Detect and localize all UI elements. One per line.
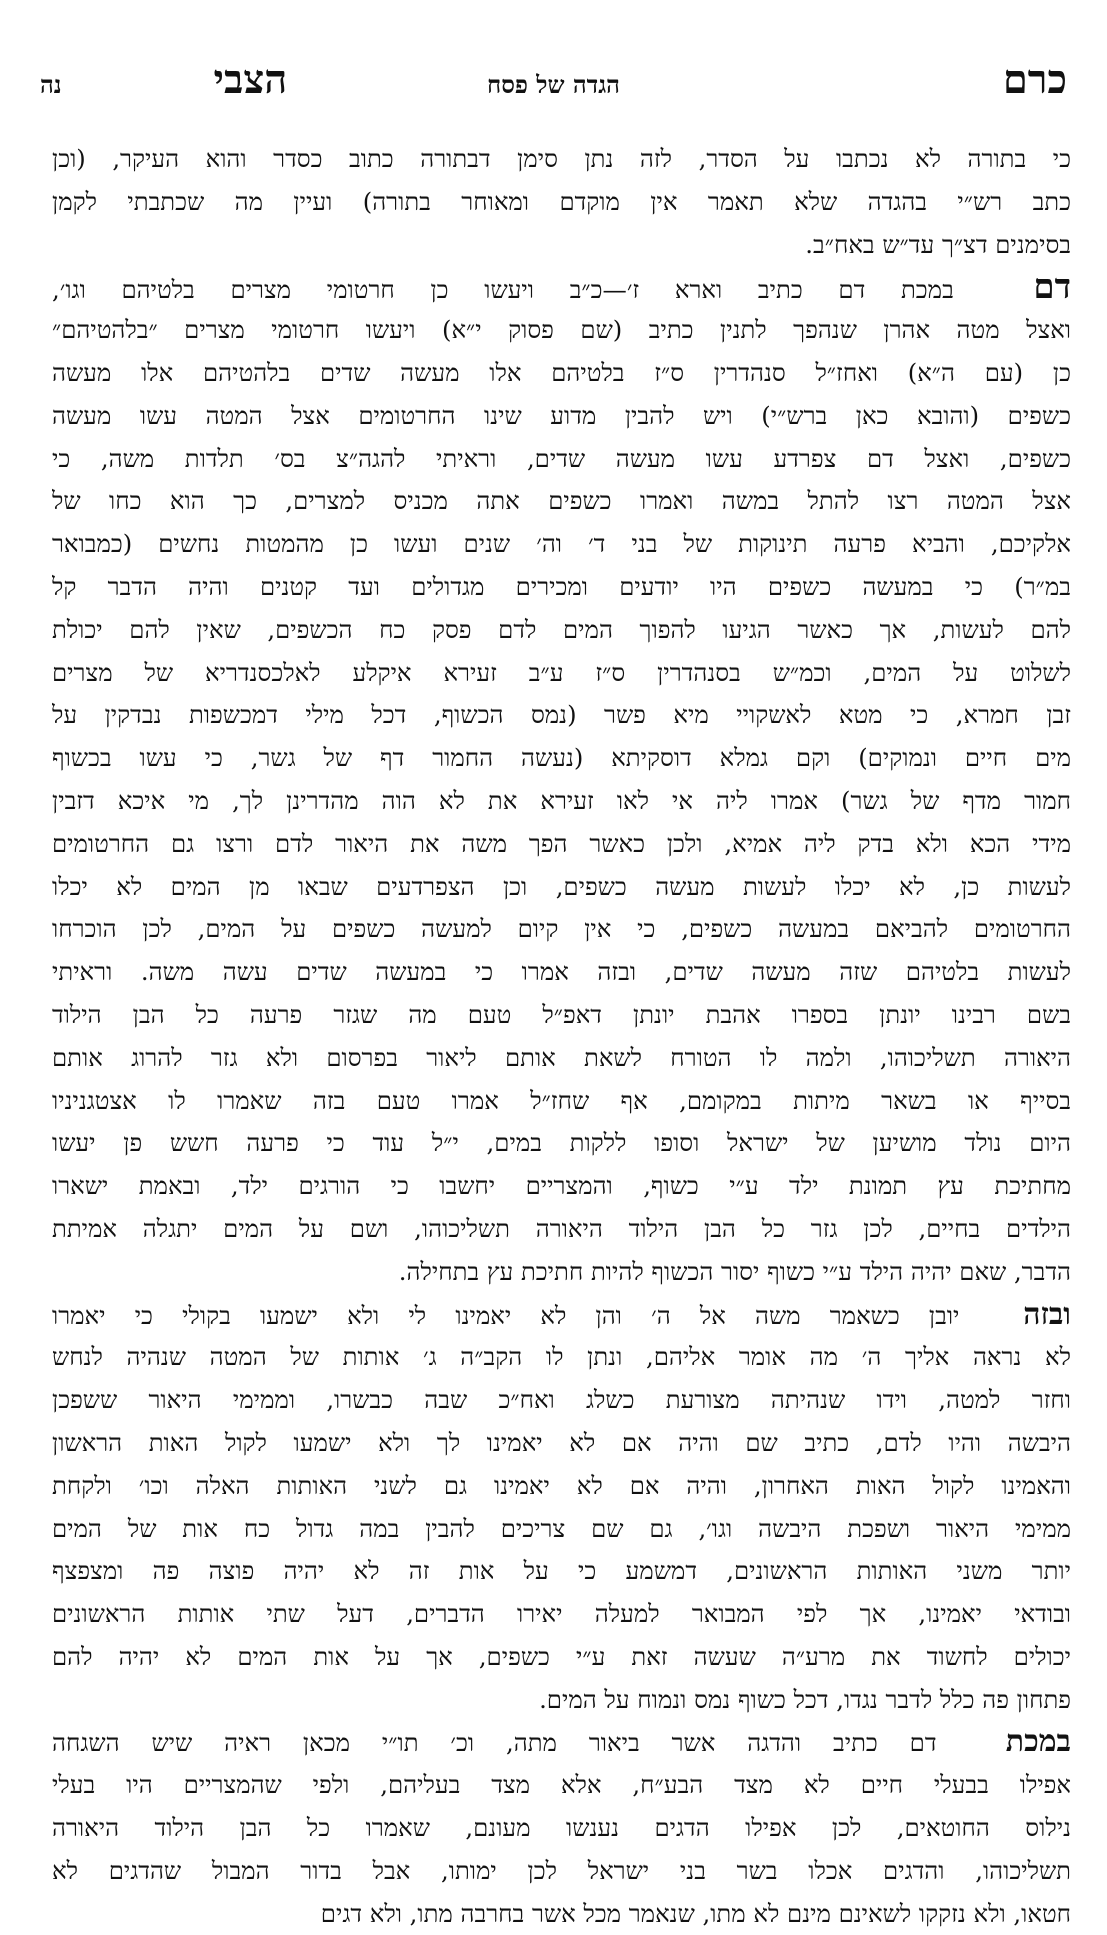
line-text: חטאו, ולא נזקקו לשאינם מינם לא מתו, שנאמר מכל אשר בחרבה מתו, ולא דגים [320, 1898, 1071, 1928]
line-text: לעשות כן, לא יכלו לעשות מעשה כשפים, וכן הצפרדעים שבאו מן המים לא יכלו [52, 871, 1071, 901]
line-text: הדבר, שאם יהיה הילד ע״י כשוף יסור הכשוף להיות חתיכת עץ בתחילה. [398, 1256, 1071, 1286]
line-text: החרטומים להביאם במעשה כשפים, כי אין קיום למעשה כשפים על המים, לכן הוכרחו [52, 914, 1071, 944]
text-line [52, 1294, 1071, 1337]
text-line [52, 1764, 1071, 1807]
line-text: והאמינו לקול האות האחרון, והיה אם לא יאמינו גם לשני האותות האלה וכו׳ ולקחת [52, 1470, 1071, 1500]
line-text: במ״ר) כי במעשה כשפים היו יודעים ומכירים מגדולים ועד קטנים והיה הדבר קל [52, 571, 1071, 601]
text-line [52, 1850, 1071, 1893]
line-text: בסייף או בשאר מיתות במקומם, אף שחז״ל אמרו טעם בזה שאמרו לו אצטגניניו [52, 1085, 1071, 1115]
text-line [52, 866, 1071, 909]
line-text: מידי הכא ולא בדק ליה אמיא, ולכן כאשר הפך משה את היאור לדם ורצו גם החרטומים [52, 828, 1071, 858]
text-line [52, 1165, 1071, 1208]
text-line [52, 1251, 1071, 1294]
line-text: בשם רבינו יונתן בספרו אהבת יונתן דאפ״ל טעם מה שגזר פרעה כל הבן הילוד [52, 999, 1071, 1029]
text-line [52, 1336, 1071, 1379]
text-line [52, 951, 1071, 994]
text-line [52, 1679, 1071, 1722]
text-line [52, 780, 1071, 823]
line-text: לא נראה אליך ה׳ מה אומר אליהם, ונתן לו הקב״ה ג׳ אותות של המטה שנהיה לנחש [52, 1342, 1071, 1372]
page-body-text [52, 138, 1071, 1928]
text-line [52, 352, 1071, 395]
header-right-title: כרם [1002, 56, 1067, 103]
text-line [52, 566, 1071, 609]
text-line [52, 266, 1071, 309]
line-text: ממימי היאור ושפכת היבשה וגו׳, גם שם צריכים להבין במה גדול כח אות של המים [52, 1513, 1071, 1543]
line-text: כן (עם ה״א) ואחז״ל סנהדרין ס״ז בלטיהם אלו מעשה שדים בלהטיהם אלו מעשה [52, 357, 1071, 387]
line-text: כשפים (והובא כאן ברש״י) ויש להבין מדוע שינו החרטומים אצל המטה עשו מעשה [52, 400, 1071, 430]
text-line [52, 1721, 1071, 1764]
text-line [52, 1379, 1071, 1422]
line-text: מחתיכת עץ תמונת ילד ע״י כשוף, והמצריים יחשבו כי הורגים ילד, ובאמת ישארו [52, 1171, 1071, 1201]
text-line [52, 1422, 1071, 1465]
text-line [52, 1636, 1071, 1679]
line-text: כשפים, ואצל דם צפרדע עשו מעשה שדים, וראיתי להגה״צ בס׳ תלדות משה, כי [52, 443, 1071, 473]
text-line [52, 438, 1071, 481]
line-text: היום נולד מושיען של ישראל וסופו ללקות במים, י״ל עוד כי פרעה חשש פן יעשו [52, 1128, 1071, 1158]
text-line [52, 138, 1071, 181]
line-text: ואצל מטה אהרן שנהפך לתנין כתיב (שם פסוק י״א) ויעשו חרטומי מצרים ״בלהטיהם״ [52, 315, 1071, 345]
line-text: דם כתיב והדגה אשר ביאור מתה, וכ׳ תו״י מכאן ראיה שיש השגחה [52, 1728, 937, 1758]
text-line [52, 309, 1071, 352]
line-text: יכולים לחשוד את מרע״ה שעשה זאת ע״י כשפים, אך על אות המים לא יהיה להם [52, 1641, 1071, 1671]
line-text: יובן כשאמר משה אל ה׳ והן לא יאמינו לי ולא ישמעו בקולי כי יאמרו [52, 1300, 960, 1330]
page-header [40, 56, 1067, 112]
paragraph-lead-word: במכת [936, 1724, 1071, 1760]
text-line [52, 652, 1071, 695]
paragraph-lead-word: ובזה [959, 1296, 1071, 1332]
text-line [52, 480, 1071, 523]
line-text: להם לעשות, אך כאשר הגיעו להפוך המים לדם פסק כח הכשפים, שאין להם יכולת [52, 614, 1071, 644]
line-text: פתחון פה כלל לדבר נגדו, דכל כשוף נמס ונמוח על המים. [539, 1684, 1071, 1714]
text-line [52, 908, 1071, 951]
header-left-title: הצבי [213, 56, 288, 103]
text-line [52, 609, 1071, 652]
text-line [52, 823, 1071, 866]
line-text: במכת דם כתיב וארא ז׳—כ״ב ויעשו כן חרטומי מצרים בלטיהם וגו׳, [52, 275, 954, 305]
text-line [52, 694, 1071, 737]
text-line [52, 1893, 1071, 1935]
line-text: היבשה והיו לדם, כתיב שם והיה אם לא יאמינו לך ולא ישמעו לקול האות הראשון [52, 1427, 1071, 1457]
text-line [52, 1550, 1071, 1593]
line-text: וחזר למטה, וידו שנהיתה מצורעת כשלג ואח״כ שבה כבשרו, וממימי היאור ששפכן [52, 1385, 1071, 1415]
line-text: כתב רש״י בהגדה שלא תאמר אין מוקדם ומאוחר בתורה) ועיין מה שכתבתי לקמן [52, 186, 1071, 216]
text-line [52, 1807, 1071, 1850]
line-text: לעשות בלטיהם שזה מעשה שדים, ובזה אמרו כי במעשה שדים עשה משה. וראיתי [52, 957, 1071, 987]
text-line [52, 1037, 1071, 1080]
text-line [52, 181, 1071, 224]
line-text: הילדים בחיים, לכן גזר כל הבן הילוד היאורה תשליכוהו, ושם על המים יתגלה אמיתת [52, 1213, 1071, 1243]
line-text: אצל המטה רצו להתל במשה ואמרו כשפים אתה מכניס למצרים, כך הוא כחו של [52, 486, 1071, 516]
line-text: בסימנים דצ״ך עד״ש באח״ב. [805, 229, 1071, 259]
text-line [52, 737, 1071, 780]
text-line [52, 1208, 1071, 1251]
line-text: היאורה תשליכוהו, ולמה לו הטורח לשאת אותם ליאור בפרסום ולא גזר להרוג אותם [52, 1042, 1071, 1072]
line-text: כי בתורה לא נכתבו על הסדר, לזה נתן סימן דבתורה כתוב כסדר והוא העיקר, (וכן [52, 144, 1071, 173]
text-line [52, 1508, 1071, 1551]
text-line [52, 523, 1071, 566]
line-text: יותר משני האותות הראשונים, דמשמע כי על אות זה לא יהיה פוצה פה ומצפצף [52, 1556, 1071, 1586]
line-text: זבן חמרא, כי מטא לאשקויי מיא פשר (נמס הכשוף, דכל מילי דמכשפות נבדקין על [52, 700, 1071, 730]
line-text: תשליכוהו, והדגים אכלו בשר בני ישראל לכן ימותו, אבל בדור המבול שהדגים לא [52, 1855, 1071, 1885]
text-line [52, 1593, 1071, 1636]
line-text: לשלוט על המים, וכמ״ש בסנהדרין ס״ז ע״ב זעירא איקלע לאלכסנדריא של מצרים [52, 657, 1071, 687]
line-text: נילוס החוטאים, לכן אפילו הדגים נענשו מעונם, שאמרו כל הבן הילוד היאורה [52, 1813, 1071, 1843]
text-line [52, 1122, 1071, 1165]
line-text: חמור מדף של גשר) אמרו ליה אי לאו זעירא את לא הוה מהדרינן לך, מי איכא דזבין [52, 785, 1071, 815]
text-line [52, 994, 1071, 1037]
paragraph-lead-word: דם [953, 267, 1071, 308]
page-number: נה [40, 70, 62, 99]
text-line [52, 1465, 1071, 1508]
line-text: מים חיים ונמוקים) וקם גמלא דוסקיתא (נעשה החמור דף של גשר, כי עשו בכשוף [52, 743, 1071, 773]
header-book-title: הגדה של פסח [487, 70, 620, 99]
line-text: ובודאי יאמינו, אך לפי המבואר למעלה יאירו הדברים, דעל שתי אותות הראשונים [52, 1599, 1071, 1629]
line-text: אפילו בבעלי חיים לא מצד הבע״ח, אלא מצד בעליהם, ולפי שהמצריים היו בעלי [52, 1770, 1071, 1800]
header-left-block [40, 56, 287, 103]
text-line [52, 1080, 1071, 1123]
text-line [52, 224, 1071, 267]
line-text: אלקיכם, והביא פרעה תינוקות של בני ד׳ וה׳ שנים ועשו כן מהמטות נחשים (כמבואר [52, 529, 1071, 559]
text-line [52, 395, 1071, 438]
